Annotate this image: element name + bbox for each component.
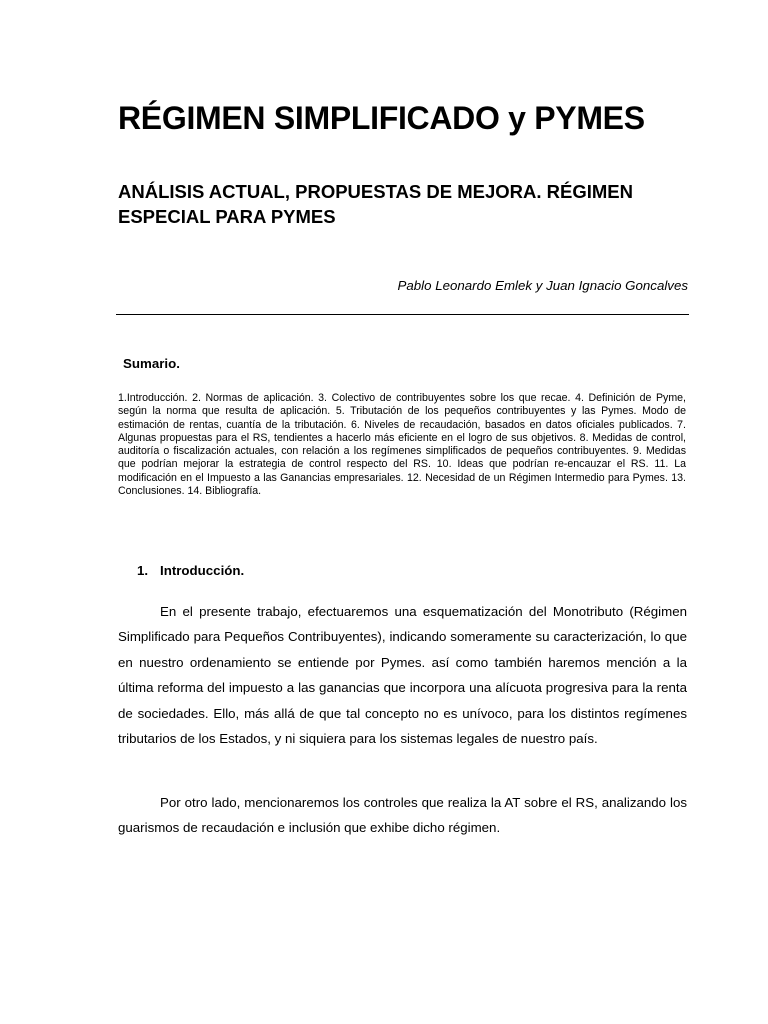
section-heading-introduccion: [137, 563, 244, 578]
body-paragraph: En el presente trabajo, efectuaremos una esquematización del Monotributo (Régimen Simplificado para Pequeños Contribuyentes), indicando someramente su caracterización, lo que en nuestro ordenamiento se entiende por Pymes. así como también haremos mención a la última reforma del impuesto a las ganancias que incorpora una alícuota progresiva para la renta de sociedades. Ello, más allá de que tal concepto no es unívoco, para los distintos regímenes tributarios de los Estados, y ni siquiera para los sistemas legales de nuestro país.: [118, 604, 687, 747]
summary-heading: Sumario.: [123, 356, 180, 371]
summary-text: 1.Introducción. 2. Normas de aplicación. 3. Colectivo de contribuyentes sobre los que recae. 4. Definición de Pyme, según la norma que resulta de aplicación. 5. Tributación de los pequeños contribuyentes y las Pymes. Modo de estimación de rentas, cuantía de la tributación. 6. Niveles de recaudación, basados en datos oficiales publicados. 7. Algunas propuestas para el RS, tendientes a hacerlo más eficiente en el logro de sus objetivos. 8. Medidas de control, auditoría o fiscalización actuales, con relación a los regímenes simplificados de pequeños contribuyentes. 9. Medidas que podrían mejorar la estrategia de control respecto del RS. 10. Ideas que podrían re-encauzar el RS. 11. La modificación en el Impuesto a las Ganancias empresariales. 12. Necesidad de un Régimen Intermedio para Pymes. 13. Conclusiones. 14. Bibliografía.: [118, 392, 686, 498]
document-subtitle: ANÁLISIS ACTUAL, PROPUESTAS DE MEJORA. RÉGIMEN ESPECIAL PARA PYMES: [118, 181, 633, 227]
section-number: 1.: [137, 563, 149, 578]
document-authors: Pablo Leonardo Emlek y Juan Ignacio Goncalves: [397, 278, 688, 293]
document-title: RÉGIMEN SIMPLIFICADO y PYMES: [118, 100, 645, 136]
body-paragraph: Por otro lado, mencionaremos los controles que realiza la AT sobre el RS, analizando los guarismos de recaudación e inclusión que exhibe dicho régimen.: [118, 795, 687, 836]
section-title: Introducción.: [160, 563, 245, 578]
horizontal-divider: [116, 314, 689, 315]
